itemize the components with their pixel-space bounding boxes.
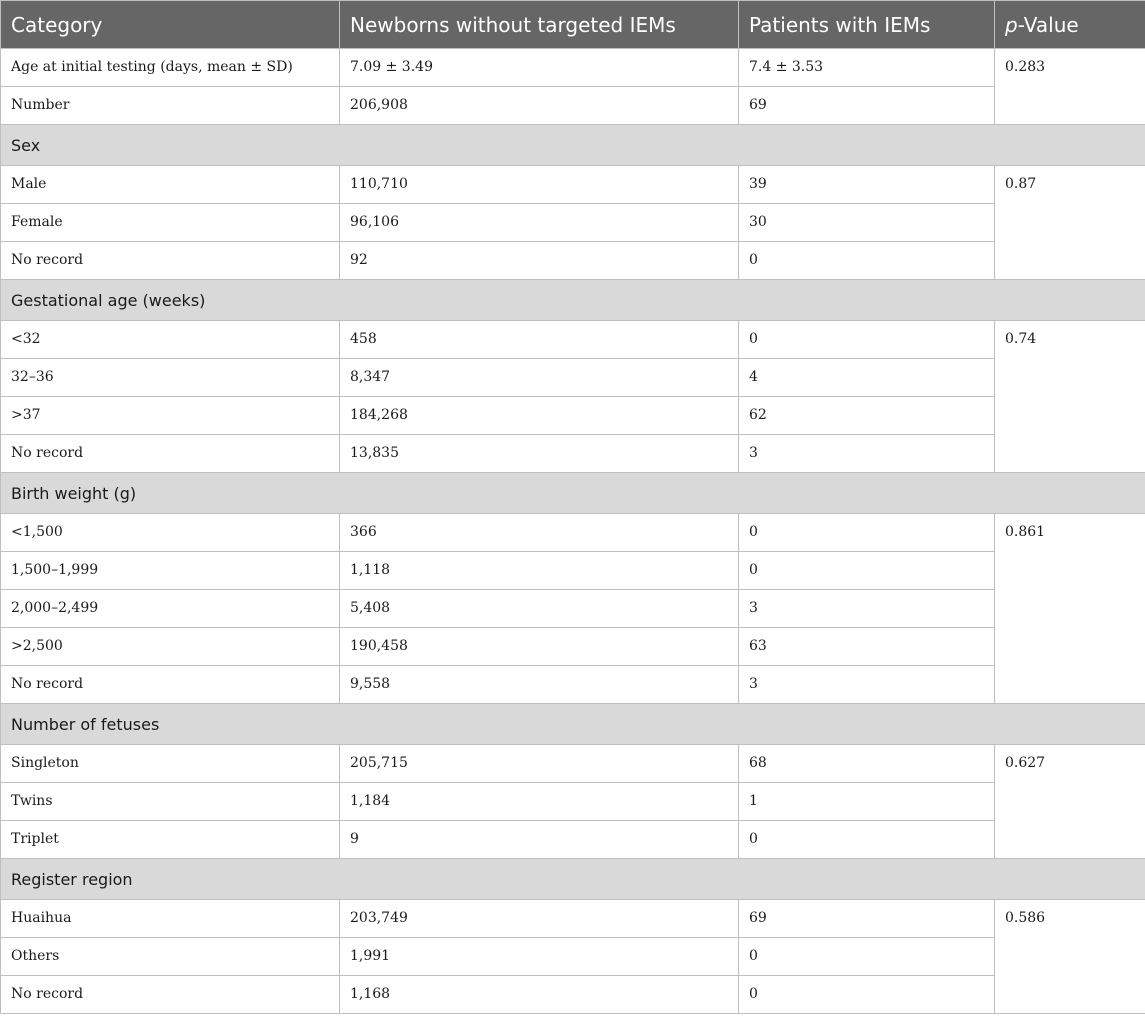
patients-value: 4	[739, 359, 995, 397]
p-value: 0.74	[995, 321, 1145, 473]
patients-value: 62	[739, 397, 995, 435]
patients-value: 0	[739, 976, 995, 1014]
table-row	[1, 976, 1145, 1014]
row-label: <32	[1, 321, 340, 359]
row-label: No record	[1, 242, 340, 280]
p-value: 0.87	[995, 166, 1145, 280]
newborns-value: 9,558	[340, 666, 739, 704]
patients-value: 3	[739, 590, 995, 628]
row-label: Age at initial testing (days, mean ± SD)	[1, 49, 340, 87]
table-row	[1, 166, 1145, 204]
table-row	[1, 745, 1145, 783]
newborns-value: 190,458	[340, 628, 739, 666]
newborns-value: 7.09 ± 3.49	[340, 49, 739, 87]
section-title: Gestational age (weeks)	[1, 280, 1145, 321]
table-row	[1, 435, 1145, 473]
header-newborns: Newborns without targeted IEMs	[340, 1, 739, 49]
header-row	[1, 1, 1145, 49]
newborns-value: 1,991	[340, 938, 739, 976]
row-label: Triplet	[1, 821, 340, 859]
section-header-row	[1, 280, 1145, 321]
row-label: Huaihua	[1, 900, 340, 938]
row-label: Number	[1, 87, 340, 125]
header-category: Category	[1, 1, 340, 49]
newborns-value: 206,908	[340, 87, 739, 125]
header-p-value	[995, 1, 1145, 49]
p-value: 0.861	[995, 514, 1145, 704]
section-title: Number of fetuses	[1, 704, 1145, 745]
section-header-row	[1, 859, 1145, 900]
table-row	[1, 666, 1145, 704]
patients-value: 68	[739, 745, 995, 783]
row-label: Singleton	[1, 745, 340, 783]
patients-value: 30	[739, 204, 995, 242]
patients-value: 0	[739, 242, 995, 280]
patients-value: 0	[739, 552, 995, 590]
p-value: 0.586	[995, 900, 1145, 1014]
newborns-value: 205,715	[340, 745, 739, 783]
newborns-value: 203,749	[340, 900, 739, 938]
newborns-value: 1,168	[340, 976, 739, 1014]
patients-value: 63	[739, 628, 995, 666]
newborns-value: 13,835	[340, 435, 739, 473]
header-patients: Patients with IEMs	[739, 1, 995, 49]
patients-value: 0	[739, 321, 995, 359]
table-row	[1, 821, 1145, 859]
patients-value: 0	[739, 938, 995, 976]
row-label: >37	[1, 397, 340, 435]
patients-value: 0	[739, 514, 995, 552]
newborns-value: 96,106	[340, 204, 739, 242]
newborns-value: 184,268	[340, 397, 739, 435]
newborns-value: 110,710	[340, 166, 739, 204]
patients-value: 3	[739, 666, 995, 704]
patients-value: 7.4 ± 3.53	[739, 49, 995, 87]
header-p-italic: p	[1005, 12, 1018, 37]
patients-value: 3	[739, 435, 995, 473]
table-row	[1, 900, 1145, 938]
patients-value: 69	[739, 900, 995, 938]
row-label: Female	[1, 204, 340, 242]
patients-value: 1	[739, 783, 995, 821]
table-row	[1, 590, 1145, 628]
section-header-row	[1, 125, 1145, 166]
row-label: >2,500	[1, 628, 340, 666]
newborns-value: 92	[340, 242, 739, 280]
newborns-value: 9	[340, 821, 739, 859]
section-title: Register region	[1, 859, 1145, 900]
row-label: Male	[1, 166, 340, 204]
table-row	[1, 242, 1145, 280]
table-row	[1, 938, 1145, 976]
patients-value: 69	[739, 87, 995, 125]
p-value: 0.283	[995, 49, 1145, 125]
newborns-value: 5,408	[340, 590, 739, 628]
row-label: 2,000–2,499	[1, 590, 340, 628]
table-row	[1, 783, 1145, 821]
table-row	[1, 204, 1145, 242]
section-title: Sex	[1, 125, 1145, 166]
patients-value: 0	[739, 821, 995, 859]
section-title: Birth weight (g)	[1, 473, 1145, 514]
row-label: 32–36	[1, 359, 340, 397]
p-value: 0.627	[995, 745, 1145, 859]
row-label: <1,500	[1, 514, 340, 552]
table-row	[1, 359, 1145, 397]
section-header-row	[1, 704, 1145, 745]
table-row	[1, 321, 1145, 359]
row-label: Others	[1, 938, 340, 976]
newborns-value: 458	[340, 321, 739, 359]
section-header-row	[1, 473, 1145, 514]
newborns-value: 366	[340, 514, 739, 552]
row-label: No record	[1, 666, 340, 704]
table-row	[1, 397, 1145, 435]
table-body	[1, 49, 1145, 1014]
table-row	[1, 552, 1145, 590]
patients-value: 39	[739, 166, 995, 204]
table-row	[1, 514, 1145, 552]
row-label: No record	[1, 435, 340, 473]
header-p-rest: -Value	[1017, 12, 1079, 37]
table-row	[1, 628, 1145, 666]
newborns-value: 1,118	[340, 552, 739, 590]
newborns-value: 1,184	[340, 783, 739, 821]
row-label: No record	[1, 976, 340, 1014]
row-label: Twins	[1, 783, 340, 821]
row-label: 1,500–1,999	[1, 552, 340, 590]
newborns-value: 8,347	[340, 359, 739, 397]
table-row	[1, 87, 1145, 125]
table-row	[1, 49, 1145, 87]
